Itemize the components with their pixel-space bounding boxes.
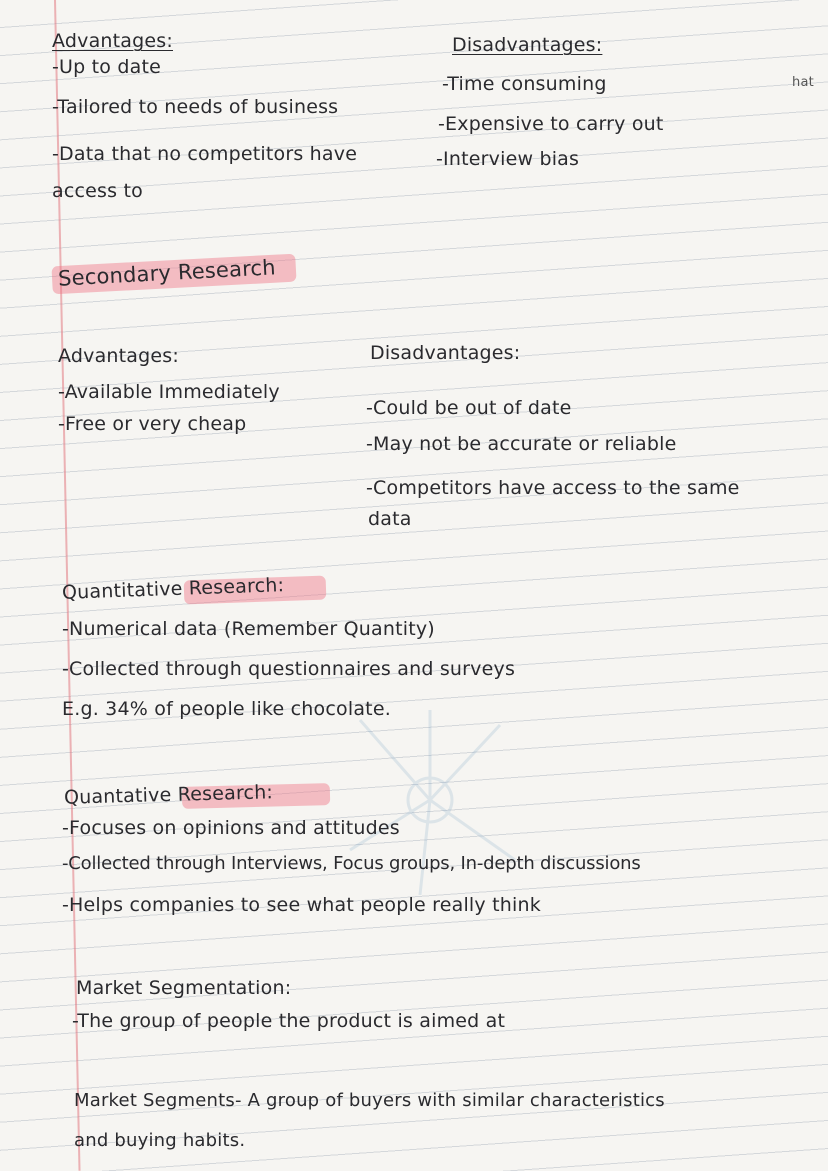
secondary-disadvantage-item: -Could be out of date <box>366 397 572 419</box>
quantitative-item: -Collected through questionnaires and surveys <box>62 658 516 680</box>
secondary-advantage-item: -Available Immediately <box>58 381 280 403</box>
qualitative-item: -Helps companies to see what people really think <box>62 894 541 916</box>
primary-disadvantages-heading: Disadvantages: <box>452 34 603 56</box>
edge-note: hat <box>792 75 814 90</box>
qualitative-item: -Focuses on opinions and attitudes <box>62 817 400 839</box>
secondary-disadvantage-item: -Competitors have access to the same <box>366 477 740 499</box>
primary-advantage-item: access to <box>52 180 143 202</box>
secondary-advantage-item: -Free or very cheap <box>58 413 247 435</box>
segments-line: and buying habits. <box>74 1130 246 1151</box>
quantitative-item: -Numerical data (Remember Quantity) <box>62 618 435 640</box>
segmentation-item: -The group of people the product is aimed at <box>72 1010 506 1032</box>
primary-advantage-item: -Up to date <box>52 56 162 78</box>
qualitative-heading: Quantative Research: <box>63 781 274 809</box>
qualitative-item: -Collected through Interviews, Focus groups, In-depth discussions <box>62 853 641 874</box>
secondary-advantages-heading: Advantages: <box>58 345 179 367</box>
secondary-title: Secondary Research <box>57 255 277 291</box>
primary-advantage-item: -Tailored to needs of business <box>52 96 339 118</box>
primary-advantages-heading: Advantages: <box>52 30 173 52</box>
secondary-disadvantage-item: -May not be accurate or reliable <box>366 433 677 455</box>
segments-line: Market Segments- A group of buyers with similar characteristics <box>74 1090 665 1111</box>
primary-disadvantage-item: -Expensive to carry out <box>438 113 664 135</box>
primary-advantage-item: -Data that no competitors have <box>52 143 358 165</box>
primary-disadvantage-item: -Time consuming <box>442 73 607 95</box>
secondary-disadvantages-heading: Disadvantages: <box>370 342 521 364</box>
secondary-disadvantage-item: data <box>368 508 412 530</box>
quantitative-item: E.g. 34% of people like chocolate. <box>62 698 391 720</box>
quantitative-heading: Quantitative Research: <box>61 574 285 604</box>
primary-disadvantage-item: -Interview bias <box>436 148 580 170</box>
segmentation-heading: Market Segmentation: <box>76 977 292 999</box>
